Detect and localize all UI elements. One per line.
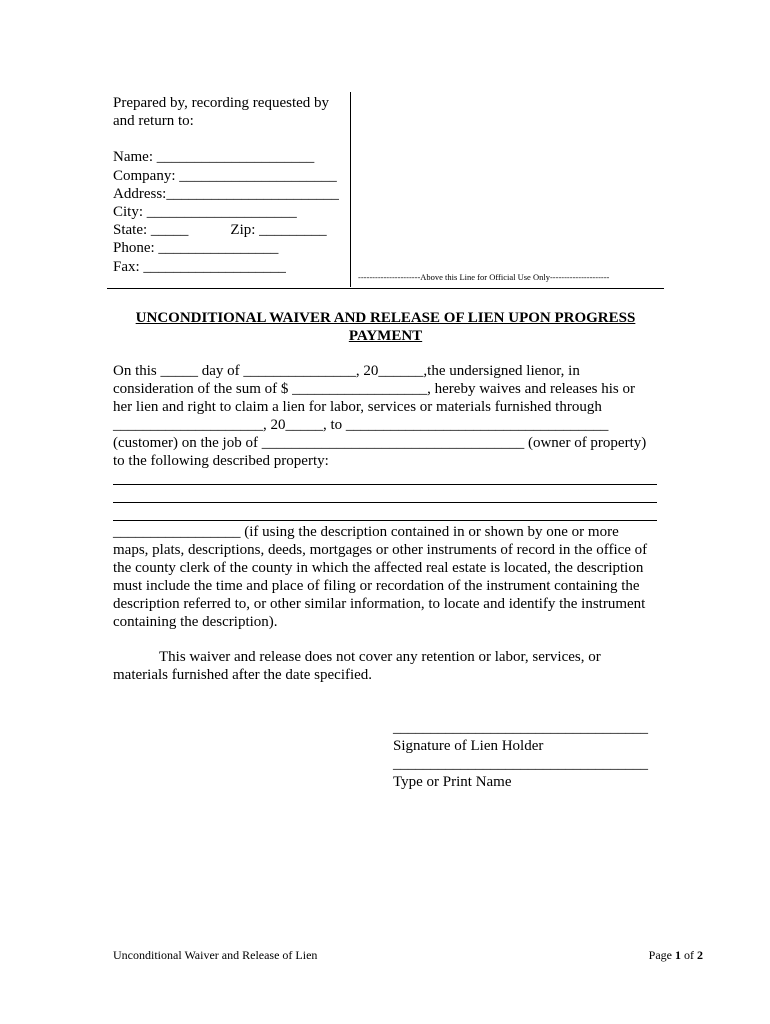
- page-of: of: [681, 948, 697, 962]
- paragraph-line: must include the time and place of filing or recordation of the instrument containing the: [113, 578, 640, 594]
- paragraph-line: to the following described property:: [113, 453, 329, 469]
- paragraph-line: consideration of the sum of $ __________________, hereby waives and releases his or: [113, 381, 635, 397]
- paragraph-line: This waiver and release does not cover any retention or labor, services, or: [159, 649, 601, 665]
- state-field[interactable]: State: _____: [113, 222, 189, 239]
- paragraph-line: description referred to, or other similar information, to locate and identify the instrument: [113, 596, 646, 612]
- paragraph-line: ____________________, 20_____, to ___________________________________: [113, 417, 609, 433]
- waiver-paragraph-3: [113, 648, 663, 684]
- waiver-paragraph-2: [113, 523, 663, 631]
- official-use-note: ----------------------Above this Line for Official Use Only---------------------: [358, 272, 610, 282]
- official-use-divider-horizontal: [107, 288, 664, 289]
- footer-document-name: Unconditional Waiver and Release of Lien: [113, 948, 318, 962]
- property-description-line[interactable]: [113, 484, 657, 485]
- phone-field[interactable]: Phone: ________________: [113, 240, 279, 257]
- page-prefix: Page: [648, 948, 675, 962]
- recording-info-block: [113, 94, 349, 276]
- address-field[interactable]: Address:_______________________: [113, 185, 339, 202]
- paragraph-line: materials furnished after the date specified.: [113, 667, 373, 683]
- paragraph-line: containing the description).: [113, 614, 278, 630]
- paragraph-line: her lien and right to claim a lien for labor, services or materials furnished through: [113, 399, 602, 415]
- prepared-by-line2: and return to:: [113, 113, 194, 130]
- document-title: UNCONDITIONAL WAIVER AND RELEASE OF LIEN UPON PROGRESS PAYMENT: [135, 310, 636, 344]
- paragraph-line: the county clerk of the county in which the affected real estate is located, the description: [113, 560, 644, 576]
- prepared-by-line1: Prepared by, recording requested by: [113, 95, 330, 111]
- company-field[interactable]: Company: _____________________: [113, 167, 337, 184]
- property-description-line[interactable]: [113, 520, 657, 521]
- paragraph-line: maps, plats, descriptions, deeds, mortgages or other instruments of record in the office of: [113, 542, 648, 558]
- print-name-label: Type or Print Name: [393, 774, 512, 790]
- paragraph-line: On this _____ day of _______________, 20______,the undersigned lienor, in: [113, 363, 580, 379]
- page-total: 2: [697, 948, 703, 962]
- page-current: 1: [675, 948, 681, 962]
- paragraph-line: (customer) on the job of ___________________________________ (owner of property): [113, 435, 647, 451]
- signature-line[interactable]: __________________________________: [393, 720, 648, 736]
- state-zip-row: [113, 221, 349, 239]
- print-name-line[interactable]: __________________________________: [393, 756, 648, 772]
- waiver-paragraph-1: [113, 362, 663, 470]
- paragraph-line: _________________ (if using the description contained in or shown by one or more: [113, 524, 619, 540]
- signature-label: Signature of Lien Holder: [393, 738, 544, 754]
- city-field[interactable]: City: ____________________: [113, 204, 297, 221]
- name-field[interactable]: Name: _____________________: [113, 149, 315, 166]
- page-number: [600, 948, 703, 962]
- zip-field[interactable]: Zip: _________: [230, 222, 327, 239]
- official-use-divider-vertical: [350, 92, 351, 287]
- property-description-line[interactable]: [113, 502, 657, 503]
- fax-field[interactable]: Fax: ___________________: [113, 258, 286, 275]
